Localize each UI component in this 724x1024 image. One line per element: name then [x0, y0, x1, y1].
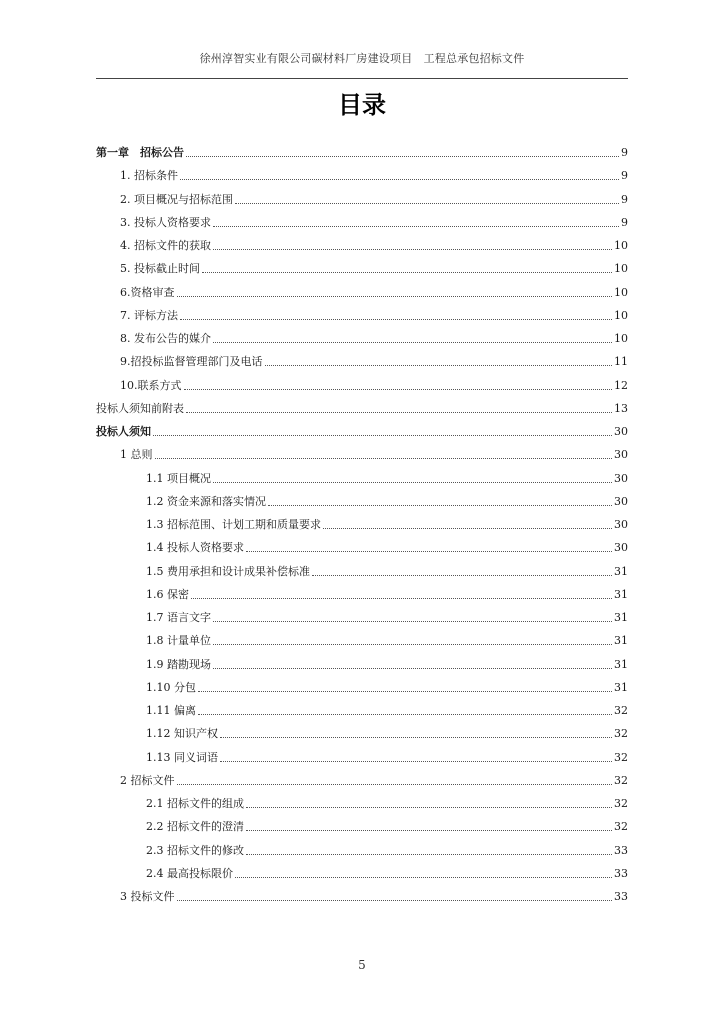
toc-leader-dots: [180, 319, 612, 320]
toc-entry-label: 1.2 资金来源和落实情况: [146, 495, 266, 508]
toc-entry-label: 2. 项目概况与招标范围: [120, 193, 233, 206]
toc-entry-label: 7. 评标方法: [120, 309, 178, 322]
toc-entry-page: 9: [621, 193, 628, 206]
toc-leader-dots: [268, 505, 612, 506]
toc-entry-page: 9: [621, 216, 628, 229]
toc-entry[interactable]: [96, 559, 628, 579]
toc-entry-page: 30: [614, 495, 628, 508]
toc-entry-label: 第一章 招标公告: [96, 146, 184, 159]
toc-entry[interactable]: [96, 419, 628, 439]
toc-entry-label: 1.4 投标人资格要求: [146, 541, 244, 554]
toc-leader-dots: [220, 761, 612, 762]
toc-entry-page: 32: [614, 751, 628, 764]
toc-entry-page: 10: [614, 309, 628, 322]
toc-entry-page: 31: [614, 658, 628, 671]
toc-entry-label: 1.7 语言文字: [146, 611, 211, 624]
toc-entry[interactable]: [96, 884, 628, 904]
toc-entry-label: 3. 投标人资格要求: [120, 216, 211, 229]
toc-entry-label: 1.6 保密: [146, 588, 189, 601]
toc-entry-page: 30: [614, 448, 628, 461]
toc-entry[interactable]: [96, 140, 628, 160]
toc-entry[interactable]: [96, 280, 628, 300]
toc-entry-label: 投标人须知: [96, 425, 151, 438]
toc-entry-label: 1.12 知识产权: [146, 727, 218, 740]
toc-entry[interactable]: [96, 675, 628, 695]
toc-entry[interactable]: [96, 326, 628, 346]
toc-entry[interactable]: [96, 791, 628, 811]
toc-entry-page: 10: [614, 239, 628, 252]
toc-leader-dots: [186, 156, 619, 157]
toc-leader-dots: [213, 342, 612, 343]
toc-entry-label: 1.13 同义词语: [146, 751, 218, 764]
toc-entry[interactable]: [96, 187, 628, 207]
toc-entry-page: 30: [614, 518, 628, 531]
toc-entry[interactable]: [96, 605, 628, 625]
toc-entry-label: 3 投标文件: [120, 890, 175, 903]
toc-entry[interactable]: [96, 628, 628, 648]
toc-entry-page: 30: [614, 472, 628, 485]
toc-entry[interactable]: [96, 745, 628, 765]
toc-entry[interactable]: [96, 814, 628, 834]
toc-entry-page: 33: [614, 867, 628, 880]
toc-entry-page: 33: [614, 890, 628, 903]
toc-leader-dots: [177, 784, 613, 785]
toc-entry-page: 32: [614, 727, 628, 740]
toc-leader-dots: [213, 621, 612, 622]
toc-entry[interactable]: [96, 442, 628, 462]
page-number: 5: [358, 958, 366, 972]
toc-leader-dots: [312, 575, 612, 576]
toc-entry-page: 31: [614, 611, 628, 624]
toc-entry[interactable]: [96, 396, 628, 416]
toc-leader-dots: [202, 272, 612, 273]
toc-entry-page: 11: [614, 355, 628, 368]
toc-entry-label: 1.1 项目概况: [146, 472, 211, 485]
toc-entry[interactable]: [96, 210, 628, 230]
toc-entry-label: 1.3 招标范围、计划工期和质量要求: [146, 518, 321, 531]
toc-entry[interactable]: [96, 163, 628, 183]
toc-entry[interactable]: [96, 233, 628, 253]
toc-leader-dots: [220, 737, 612, 738]
header-rule: [96, 78, 628, 79]
toc-entry-label: 5. 投标截止时间: [120, 262, 200, 275]
toc-entry[interactable]: [96, 535, 628, 555]
toc-entry[interactable]: [96, 861, 628, 881]
toc-entry-label: 9.招投标监督管理部门及电话: [120, 355, 263, 368]
toc-entry-page: 13: [614, 402, 628, 415]
toc-entry-page: 31: [614, 681, 628, 694]
toc-entry[interactable]: [96, 489, 628, 509]
toc-entry-label: 1.11 偏离: [146, 704, 196, 717]
toc-entry-label: 1 总则: [120, 448, 153, 461]
toc-entry-page: 31: [614, 588, 628, 601]
toc-entry-page: 30: [614, 425, 628, 438]
toc-leader-dots: [198, 691, 612, 692]
running-header: 徐州淳智实业有限公司碳材料厂房建设项目 工程总承包招标文件: [199, 52, 525, 65]
toc-leader-dots: [246, 854, 612, 855]
toc-leader-dots: [213, 644, 612, 645]
toc-leader-dots: [235, 203, 619, 204]
toc-leader-dots: [155, 458, 613, 459]
toc-entry[interactable]: [96, 303, 628, 323]
toc-entry-page: 31: [614, 565, 628, 578]
toc-entry-page: 32: [614, 820, 628, 833]
toc-entry[interactable]: [96, 512, 628, 532]
toc-leader-dots: [184, 389, 613, 390]
toc-leader-dots: [213, 226, 619, 227]
toc-leader-dots: [235, 877, 612, 878]
toc-leader-dots: [177, 296, 613, 297]
toc-entry[interactable]: [96, 768, 628, 788]
toc-entry-page: 31: [614, 634, 628, 647]
toc-leader-dots: [246, 807, 612, 808]
toc-entry-label: 1.5 费用承担和设计成果补偿标准: [146, 565, 310, 578]
toc-title: 目录: [338, 91, 386, 119]
toc-entry-page: 33: [614, 844, 628, 857]
toc-leader-dots: [246, 830, 612, 831]
toc-entry[interactable]: [96, 582, 628, 602]
toc-leader-dots: [213, 668, 612, 669]
toc-entry-page: 10: [614, 332, 628, 345]
toc-entry-page: 30: [614, 541, 628, 554]
toc-entry-page: 32: [614, 774, 628, 787]
toc-entry[interactable]: [96, 256, 628, 276]
toc-entry-label: 2.1 招标文件的组成: [146, 797, 244, 810]
toc-entry[interactable]: [96, 721, 628, 741]
toc-entry-label: 2.3 招标文件的修改: [146, 844, 244, 857]
toc-entry-label: 2.2 招标文件的澄清: [146, 820, 244, 833]
toc-entry-page: 12: [614, 379, 628, 392]
toc-leader-dots: [265, 365, 613, 366]
toc-entry-label: 6.资格审查: [120, 286, 175, 299]
toc-leader-dots: [323, 528, 612, 529]
toc-leader-dots: [180, 179, 619, 180]
toc-leader-dots: [198, 714, 612, 715]
toc-entry-page: 9: [621, 169, 628, 182]
toc-leader-dots: [186, 412, 612, 413]
toc-entry-label: 1.9 踏勘现场: [146, 658, 211, 671]
toc-entry-page: 32: [614, 797, 628, 810]
toc-entry[interactable]: [96, 466, 628, 486]
toc-leader-dots: [246, 551, 612, 552]
toc-entry-label: 投标人须知前附表: [96, 402, 184, 415]
toc-entry-page: 10: [614, 286, 628, 299]
toc-leader-dots: [213, 249, 612, 250]
toc-entry-label: 8. 发布公告的媒介: [120, 332, 211, 345]
toc-entry-label: 1. 招标条件: [120, 169, 178, 182]
toc-leader-dots: [213, 482, 612, 483]
toc-leader-dots: [191, 598, 612, 599]
toc-entry-label: 2 招标文件: [120, 774, 175, 787]
toc-entry[interactable]: [96, 698, 628, 718]
toc-entry-label: 10.联系方式: [120, 379, 182, 392]
toc-entry-label: 4. 招标文件的获取: [120, 239, 211, 252]
toc-leader-dots: [153, 435, 612, 436]
toc-entry-label: 1.10 分包: [146, 681, 196, 694]
toc-leader-dots: [177, 900, 613, 901]
toc-entry-page: 10: [614, 262, 628, 275]
toc-entry[interactable]: [96, 349, 628, 369]
toc-entry-label: 2.4 最高投标限价: [146, 867, 233, 880]
toc-entry[interactable]: [96, 838, 628, 858]
toc-entry-page: 9: [621, 146, 628, 159]
toc-entry[interactable]: [96, 373, 628, 393]
toc-entry-page: 32: [614, 704, 628, 717]
toc-entry[interactable]: [96, 652, 628, 672]
toc-entry-label: 1.8 计量单位: [146, 634, 211, 647]
